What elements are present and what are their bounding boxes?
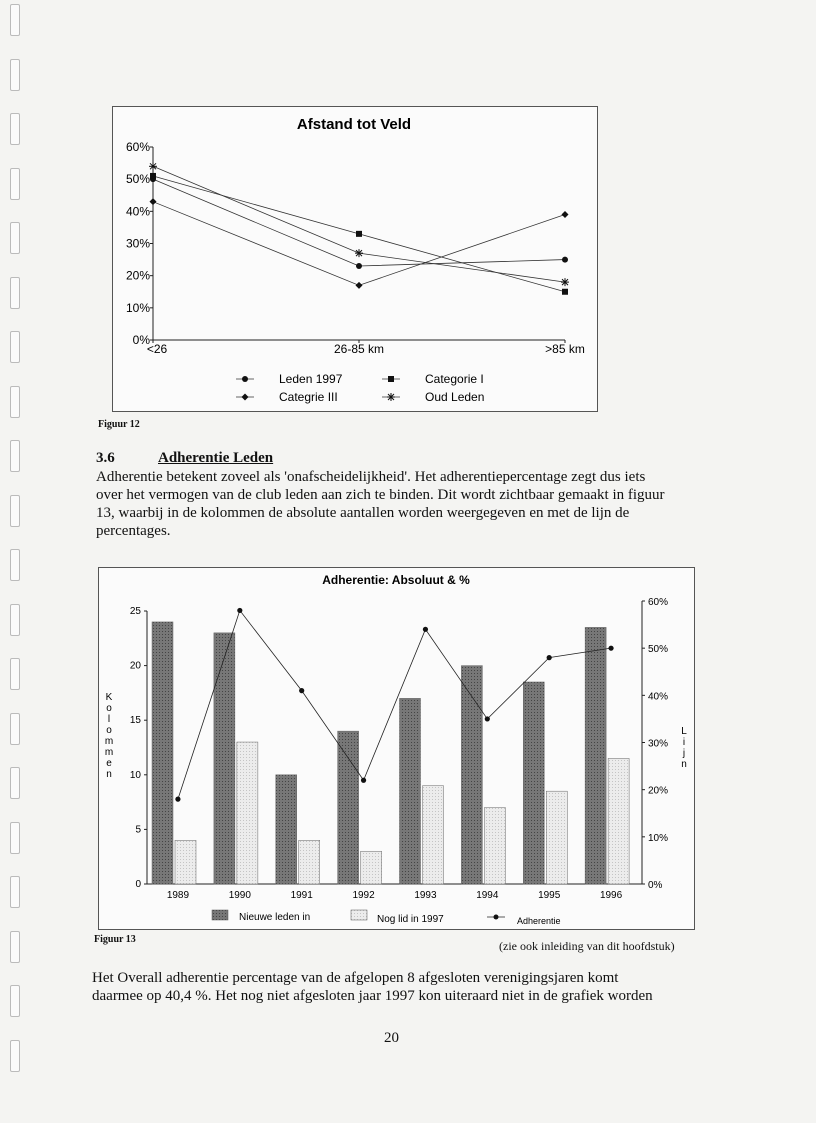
y-tick-label: 0 bbox=[135, 879, 141, 890]
data-point bbox=[175, 797, 180, 802]
y-axis-title-letter: l bbox=[107, 714, 111, 725]
chart-title: Adherentie: Absoluut & % bbox=[322, 573, 470, 587]
bar bbox=[546, 791, 567, 884]
binder-holes bbox=[10, 0, 24, 1123]
bar bbox=[484, 808, 505, 884]
binder-hole bbox=[10, 767, 20, 799]
y2-tick-label: 50% bbox=[648, 644, 669, 656]
bar bbox=[214, 633, 235, 884]
legend-label: Categrie III bbox=[279, 390, 338, 404]
binder-hole bbox=[10, 822, 20, 854]
y-tick-label: 5 bbox=[135, 824, 141, 836]
y-tick-label: 25 bbox=[129, 606, 141, 617]
section-number: 3.6 bbox=[96, 450, 115, 466]
binder-hole bbox=[10, 440, 20, 472]
bar bbox=[585, 627, 606, 884]
binder-hole bbox=[10, 4, 20, 36]
binder-hole bbox=[10, 222, 20, 254]
legend-marker bbox=[388, 376, 394, 382]
x-tick-label: 1993 bbox=[414, 890, 437, 901]
legend-label: Categorie I bbox=[425, 372, 484, 386]
bar bbox=[152, 622, 173, 884]
legend-label: Adherentie bbox=[517, 916, 561, 926]
legend-marker bbox=[242, 376, 248, 382]
y-tick-label: 50% bbox=[125, 172, 150, 187]
page-number: 20 bbox=[384, 1030, 399, 1046]
y2-axis-title-letter: n bbox=[681, 759, 687, 770]
y2-tick-label: 10% bbox=[648, 832, 669, 844]
legend-label: Nieuwe leden in bbox=[239, 912, 311, 923]
binder-hole bbox=[10, 1040, 20, 1072]
data-point bbox=[150, 173, 156, 179]
x-tick-label: 1995 bbox=[538, 890, 561, 901]
y-axis-title-letter: K bbox=[105, 692, 113, 703]
binder-hole bbox=[10, 277, 20, 309]
bar bbox=[175, 840, 196, 884]
binder-hole bbox=[10, 59, 20, 91]
data-point bbox=[299, 688, 304, 693]
y2-tick-label: 60% bbox=[648, 597, 669, 608]
binder-hole bbox=[10, 985, 20, 1017]
y-tick-label: 0% bbox=[132, 333, 150, 347]
paragraph-line: Adherentie betekent zoveel als 'onafscheidelijkheid'. Het adherentiepercentage zegt dus iets bbox=[96, 469, 646, 485]
paragraph-line: percentages. bbox=[96, 523, 171, 539]
closing-paragraph bbox=[92, 969, 653, 1005]
section-paragraph bbox=[96, 468, 665, 540]
legend-marker bbox=[494, 915, 499, 920]
binder-hole bbox=[10, 495, 20, 527]
y2-tick-label: 0% bbox=[648, 880, 663, 891]
bar-line-chart bbox=[99, 568, 694, 929]
y-tick-label: 15 bbox=[129, 715, 141, 727]
x-tick-label: 1989 bbox=[166, 890, 190, 901]
legend-label: Nog lid in 1997 bbox=[377, 914, 444, 925]
bar bbox=[523, 682, 544, 884]
y2-axis-title-letter: i bbox=[682, 737, 686, 748]
data-point bbox=[562, 289, 568, 295]
y-tick-label: 60% bbox=[125, 140, 150, 154]
bar bbox=[608, 758, 629, 884]
y-axis-title-letter: o bbox=[106, 725, 112, 736]
x-tick-label: 26-85 km bbox=[333, 342, 385, 356]
y-axis-title-letter: m bbox=[104, 747, 114, 758]
binder-hole bbox=[10, 386, 20, 418]
x-tick-label: 1992 bbox=[352, 890, 375, 901]
data-point bbox=[356, 282, 363, 289]
y2-tick-label: 20% bbox=[648, 785, 669, 797]
bar bbox=[461, 666, 482, 884]
data-point bbox=[562, 211, 569, 218]
y-tick-label: 10% bbox=[125, 300, 150, 315]
legend-label: Oud Leden bbox=[425, 390, 485, 404]
data-point bbox=[485, 716, 490, 721]
y-axis-title-letter: n bbox=[106, 769, 112, 780]
binder-hole bbox=[10, 113, 20, 145]
bar bbox=[423, 786, 444, 884]
x-tick-label: <26 bbox=[146, 342, 168, 356]
legend-swatch bbox=[212, 910, 228, 920]
data-point bbox=[149, 162, 157, 170]
figure-12-caption: Figuur 12 bbox=[98, 419, 140, 430]
binder-hole bbox=[10, 876, 20, 908]
binder-hole bbox=[10, 931, 20, 963]
figure-12-chart bbox=[112, 106, 598, 412]
line-chart bbox=[113, 107, 597, 411]
figure-13-note: (zie ook inleiding van dit hoofdstuk) bbox=[499, 939, 675, 953]
bar bbox=[400, 698, 421, 884]
y2-tick-label: 40% bbox=[648, 691, 669, 703]
paragraph-line: 13, waarbij in de kolommen de absolute aantallen worden weergegeven en met de lijn de bbox=[96, 505, 630, 521]
y-tick-label: 40% bbox=[125, 204, 150, 219]
data-point bbox=[562, 257, 568, 263]
series-line bbox=[153, 202, 565, 286]
y-axis-title-letter: o bbox=[106, 703, 112, 714]
binder-hole bbox=[10, 168, 20, 200]
data-point bbox=[423, 627, 428, 632]
data-point bbox=[361, 778, 366, 783]
binder-hole bbox=[10, 604, 20, 636]
bar bbox=[361, 851, 382, 884]
chart-title: Afstand tot Veld bbox=[296, 116, 412, 133]
section-heading bbox=[96, 450, 273, 467]
legend-swatch bbox=[351, 910, 367, 920]
section-title: Adherentie Leden bbox=[158, 450, 274, 466]
data-point bbox=[355, 249, 363, 257]
bar bbox=[338, 731, 359, 884]
binder-hole bbox=[10, 713, 20, 745]
y-tick-label: 20 bbox=[129, 660, 141, 672]
data-point bbox=[356, 263, 362, 269]
y-tick-label: 20% bbox=[125, 268, 150, 283]
binder-hole bbox=[10, 331, 20, 363]
legend-marker bbox=[242, 394, 249, 401]
bar bbox=[276, 775, 297, 884]
figure-13-caption: Figuur 13 bbox=[94, 934, 136, 945]
x-tick-label: 1991 bbox=[290, 890, 313, 901]
data-point bbox=[561, 278, 569, 286]
x-tick-label: 1994 bbox=[476, 890, 499, 901]
y2-axis-title-letter: j bbox=[682, 748, 686, 759]
data-point bbox=[547, 655, 552, 660]
legend-label: Leden 1997 bbox=[279, 372, 343, 386]
y2-axis-title-letter: L bbox=[681, 726, 687, 737]
binder-hole bbox=[10, 549, 20, 581]
x-tick-label: 1996 bbox=[599, 890, 623, 901]
y-axis-title-letter: m bbox=[104, 736, 114, 747]
binder-hole bbox=[10, 658, 20, 690]
data-point bbox=[608, 646, 613, 651]
paragraph-line: over het vermogen van de club leden aan zich te binden. Dit wordt zichtbaar gemaakt in figuur bbox=[96, 487, 665, 503]
data-point bbox=[150, 198, 157, 205]
x-tick-label: 1990 bbox=[228, 890, 251, 901]
paragraph-line: Het Overall adherentie percentage van de afgelopen 8 afgesloten verenigingsjaren komt bbox=[92, 970, 619, 986]
paragraph-line: daarmee op 40,4 %. Het nog niet afgesloten jaar 1997 kon uiteraard niet in de grafiek worden bbox=[92, 988, 653, 1004]
data-point bbox=[356, 231, 362, 237]
y-tick-label: 30% bbox=[125, 236, 150, 251]
bar bbox=[299, 840, 320, 884]
x-tick-label: >85 km bbox=[545, 342, 585, 356]
data-point bbox=[237, 608, 242, 613]
figure-13-chart bbox=[98, 567, 695, 930]
legend-marker bbox=[387, 393, 395, 401]
y-axis-title-letter: e bbox=[106, 758, 112, 769]
bar bbox=[237, 742, 258, 884]
y-tick-label: 10 bbox=[129, 769, 141, 781]
y2-tick-label: 30% bbox=[648, 738, 669, 750]
